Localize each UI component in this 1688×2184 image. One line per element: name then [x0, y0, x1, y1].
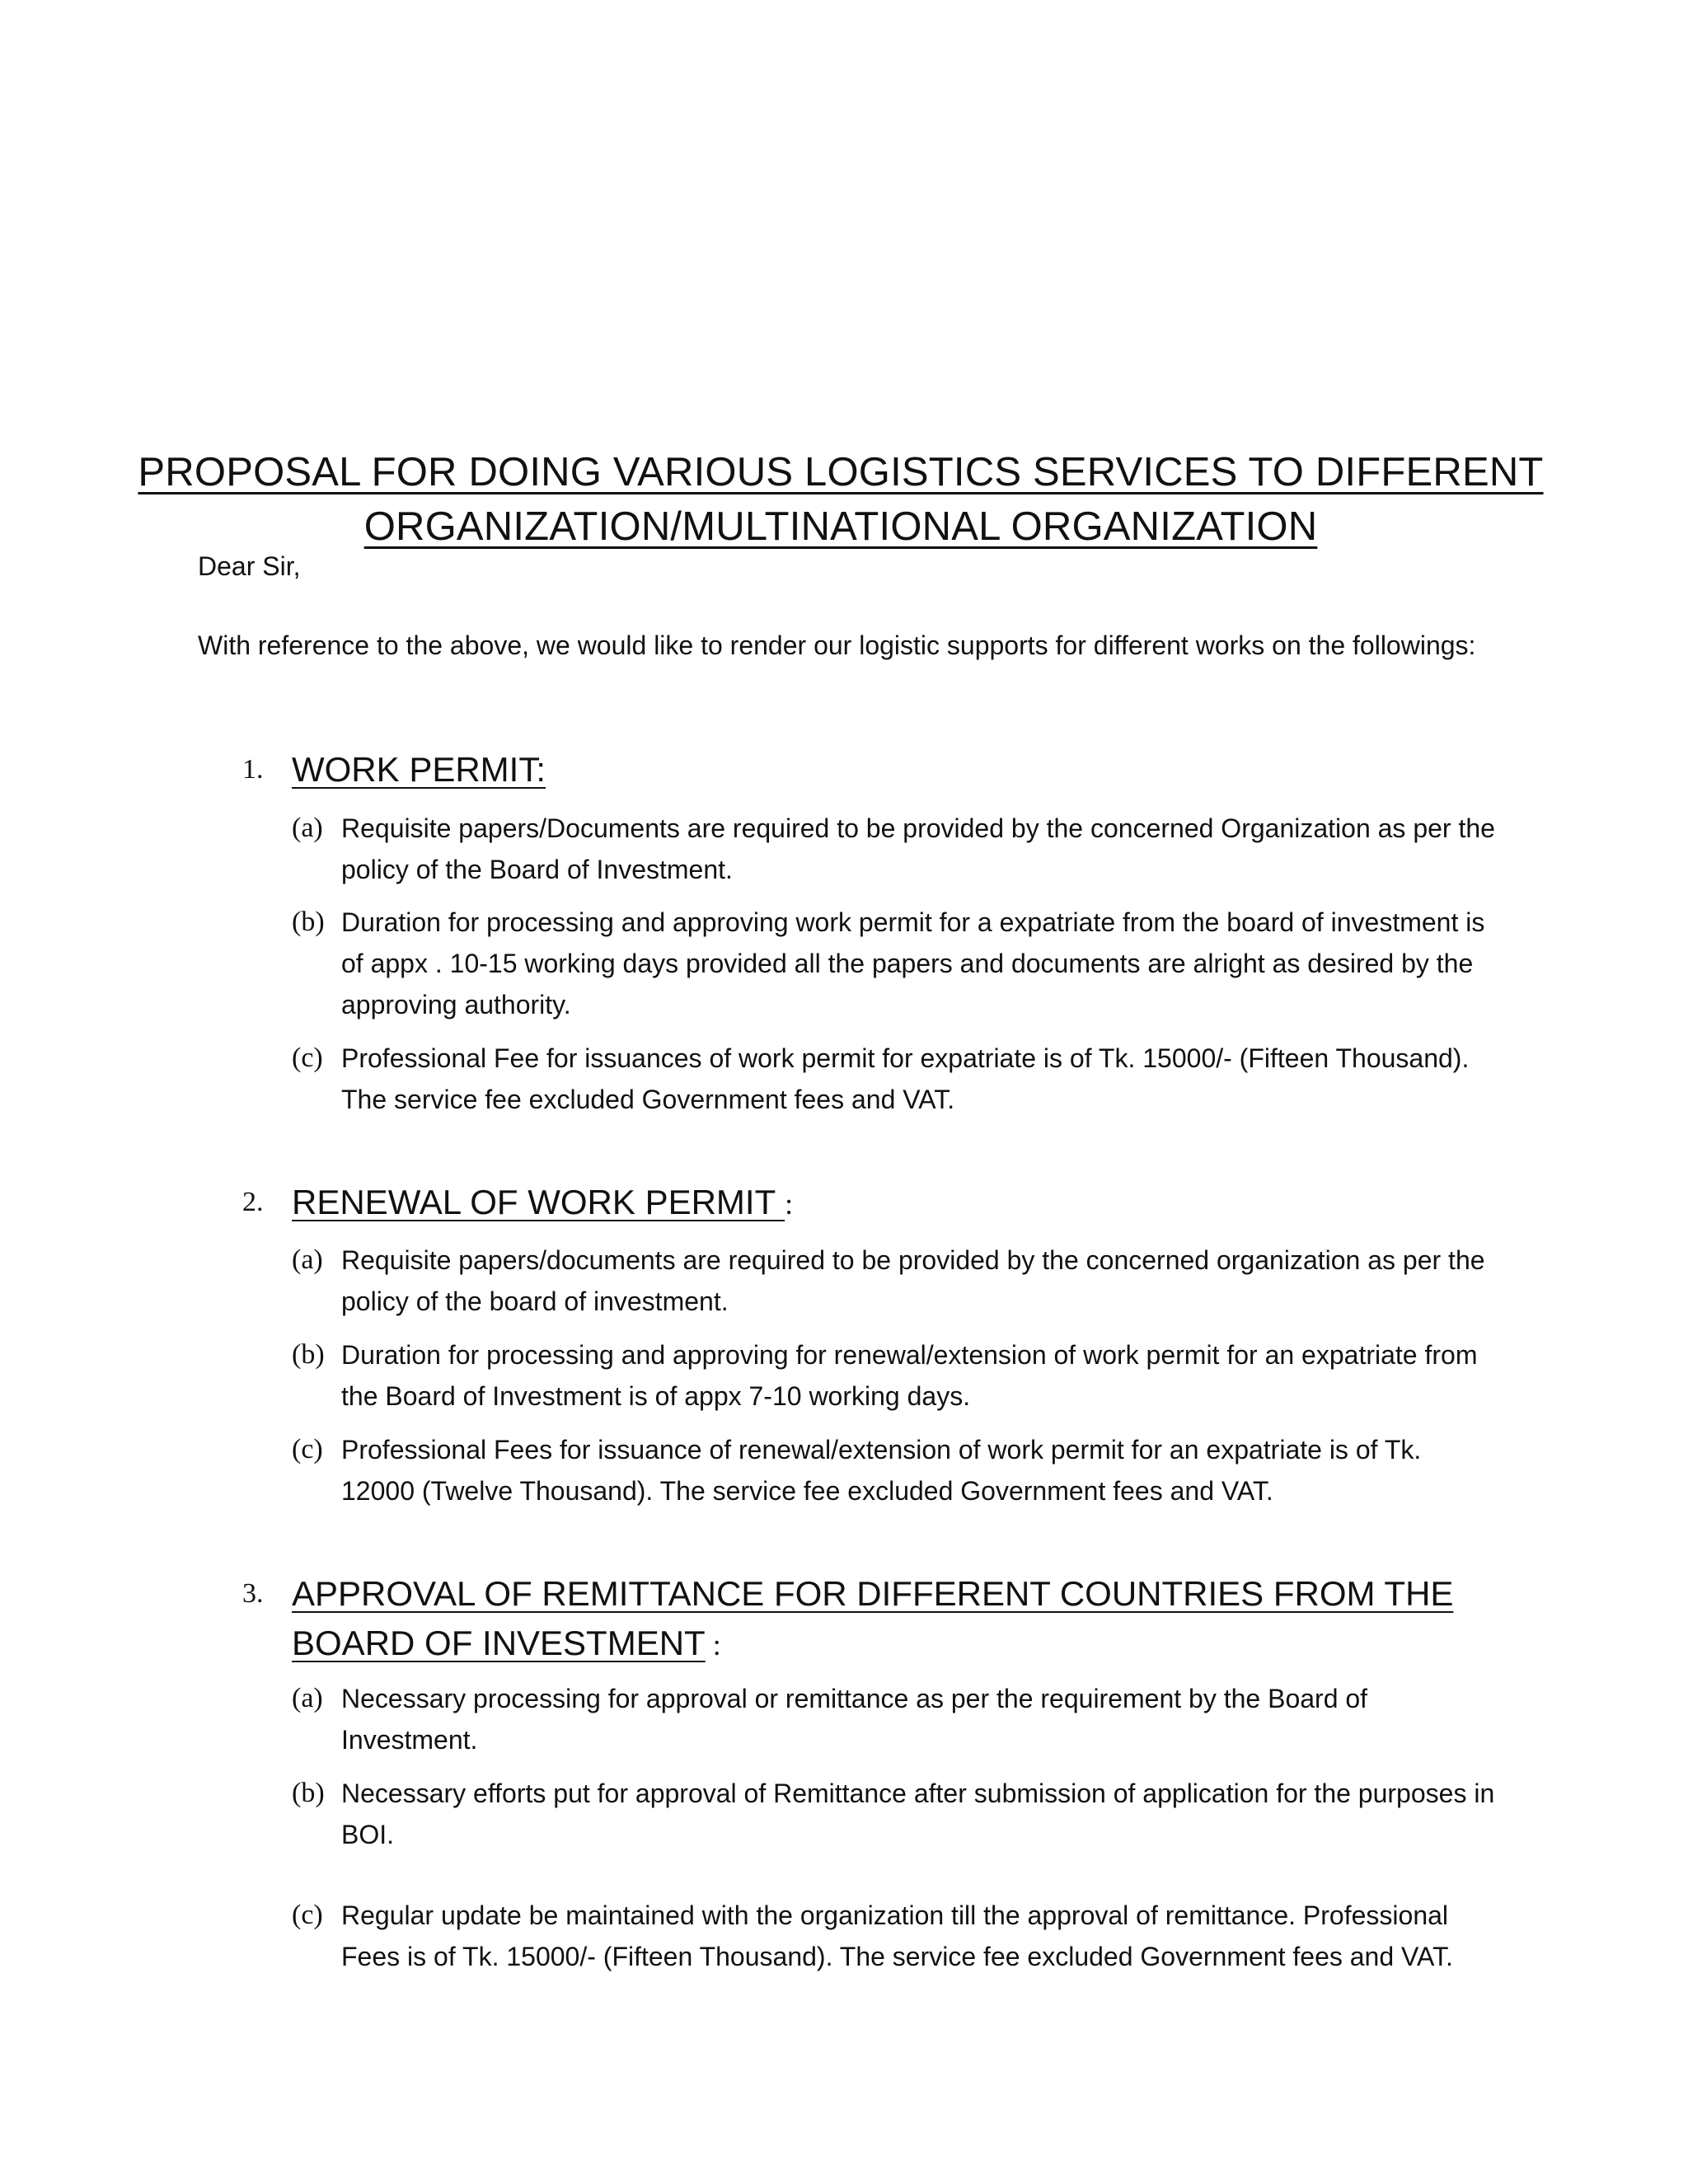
section-title — [292, 745, 1512, 794]
section-title-text: APPROVAL OF REMITTANCE FOR DIFFERENT COUNTRIES FROM THE BOARD OF INVESTMENT — [292, 1574, 1454, 1662]
item-text: Regular update be maintained with the organization till the approval of remittance. Professional Fees is of Tk. 15000/- (Fifteen Thousand). The service fee excluded Government fees and VAT. — [341, 1900, 1453, 1971]
item-text: Necessary efforts put for approval of Remittance after submission of application for the purposes in BOI. — [341, 1779, 1495, 1849]
section-number: 3. — [242, 1578, 264, 1609]
item-letter: (a) — [292, 1683, 323, 1713]
title-line-1: PROPOSAL FOR DOING VARIOUS LOGISTICS SERVICES TO DIFFERENT — [138, 450, 1544, 494]
item-text: Duration for processing and approving work permit for a expatriate from the board of investment is of appx . 10-15 working days provided all the papers and documents are alright as desired by the approving authority. — [341, 907, 1485, 1019]
item-letter: (c) — [292, 1043, 323, 1073]
intro-paragraph: With reference to the above, we would like to render our logistic supports for different works on the followings: — [198, 630, 1476, 660]
item-text: Professional Fees for issuance of renewal/extension of work permit for an expatriate is of Tk. 12000 (Twelve Thousand). The service fee excluded Government fees and VAT. — [341, 1435, 1422, 1506]
section-title — [292, 1569, 1512, 1670]
section-title-text: WORK PERMIT: — [292, 750, 546, 789]
item-text: Duration for processing and approving for renewal/extension of work permit for an expatriate from the Board of Investment is of appx 7-10 working days. — [341, 1340, 1478, 1411]
section-title-text: RENEWAL OF WORK PERMIT — [292, 1183, 785, 1221]
salutation: Dear Sir, — [198, 551, 301, 581]
item-letter: (a) — [292, 1244, 323, 1275]
section-title — [292, 1178, 1512, 1229]
item-letter: (b) — [292, 1778, 325, 1808]
item-letter: (c) — [292, 1900, 323, 1930]
item-text: Requisite papers/Documents are required to be provided by the concerned Organization as per the policy of the Board of Investment. — [341, 813, 1495, 884]
item-letter: (c) — [292, 1434, 323, 1465]
section-number: 1. — [242, 754, 264, 785]
document-title — [132, 445, 1550, 554]
item-text: Professional Fee for issuances of work permit for expatriate is of Tk. 15000/- (Fifteen Thousand). The service fee excluded Government fees and VAT. — [341, 1043, 1470, 1114]
item-letter: (b) — [292, 907, 325, 937]
section-number: 2. — [242, 1187, 264, 1217]
section-title-suffix: : — [705, 1629, 721, 1661]
item-text: Requisite papers/documents are required to be provided by the concerned organization as per the policy of the board of investment. — [341, 1245, 1485, 1316]
item-text: Necessary processing for approval or remittance as per the requirement by the Board of Investment. — [341, 1684, 1368, 1755]
title-line-2: ORGANIZATION/MULTINATIONAL ORGANIZATION — [363, 504, 1318, 549]
item-letter: (b) — [292, 1339, 325, 1370]
section-title-suffix: : — [785, 1188, 794, 1221]
item-letter: (a) — [292, 813, 323, 843]
